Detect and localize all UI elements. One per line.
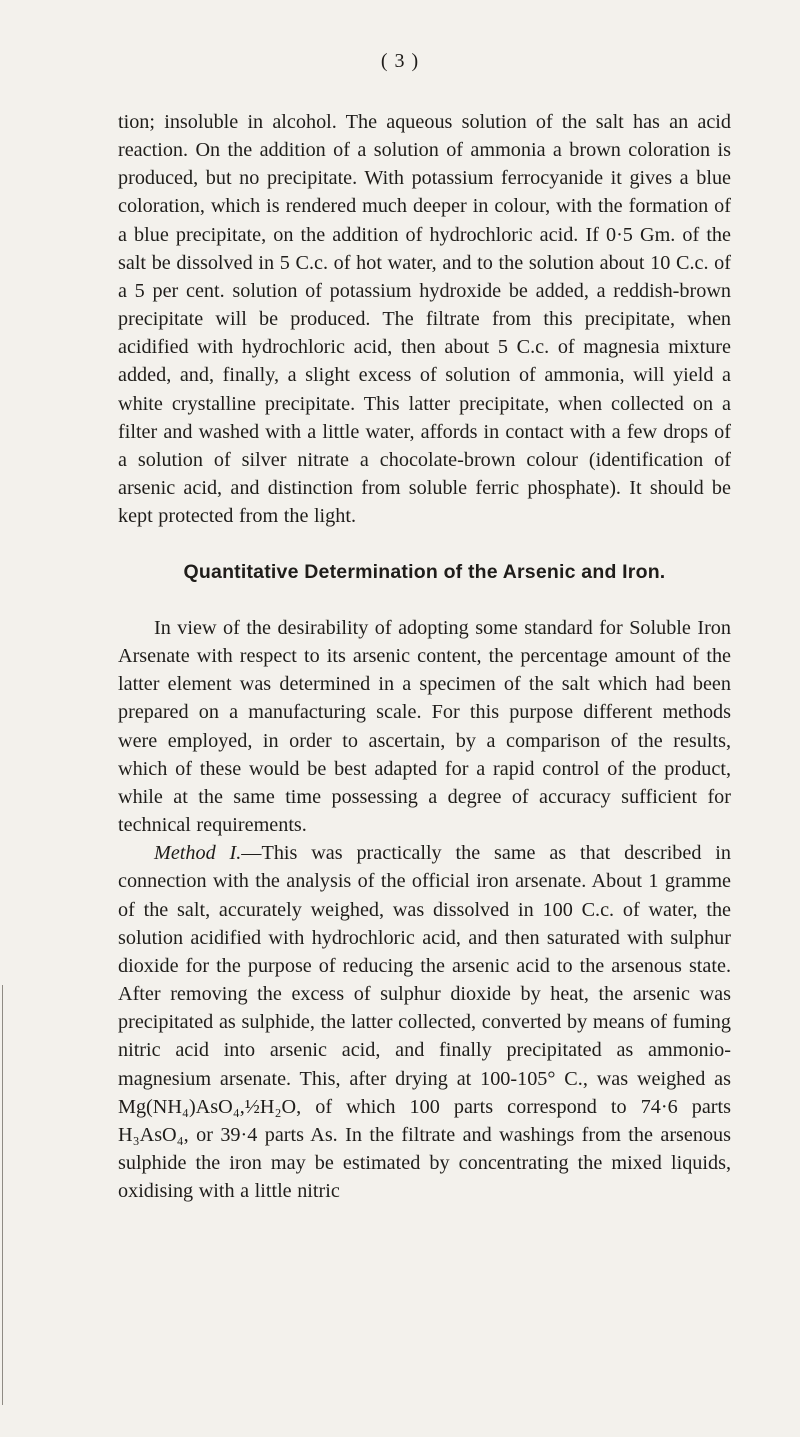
body-paragraph-identification: tion; insoluble in alcohol. The aqueous solution of the salt has an acid reaction. On the addition of a solution of ammonia a brown coloration is produced, but no precipitate. With potassium ferrocyanide it gives a blue coloration, which is rendered much deeper in colour, with the formation of a blue precipitate, on the addition of hydrochloric acid. If 0·5 Gm. of the salt be dissolved in 5 C.c. of hot water, and to the solution about 10 C.c. of a 5 per cent. solution of potassium hydroxide be added, a reddish-brown precipitate will be produced. The filtrate from this precipitate, when acidified with hydrochloric acid, then about 5 C.c. of magnesia mixture added, and, finally, a slight excess of solution of ammonia, will yield a white crystalline precipitate. This latter precipitate, when collected on a filter and washed with a little water, affords in contact with a few drops of a solution of silver nitrate a chocolate-brown colour (identification of arsenic acid, and distinction from soluble ferric phosphate). It should be kept protected from the light.: [118, 111, 731, 528]
section-body: [118, 614, 731, 1205]
formula-magnesium-ammonium-arsenate: Mg(NH₄)AsO₄,½H₂O: [118, 1095, 297, 1118]
formula-arsenic-acid: H₃AsO₄: [118, 1123, 184, 1146]
section-heading-quantitative-determination: Quantitative Determination of the Arsenic and Iron.: [183, 561, 666, 583]
paragraph-standard-adoption: In view of the desirability of adopting some standard for Soluble Iron Arsenate with respect to its arsenic content, the percentage amount of the latter element was determined in a specimen of the salt which had been prepared on a manufacturing scale. For this purpose different methods were employed, in order to ascertain, by a comparison of the results, which of these would be best adapted for a rapid control of the product, while at the same time possessing a degree of accuracy sufficient for technical requirements.: [118, 617, 731, 837]
method-text-part-2: , of which 100 parts correspond to 74·6 parts: [296, 1095, 731, 1118]
page-edge-line: [2, 985, 3, 1405]
method-label: Method I.: [154, 842, 242, 865]
method-text-part-1: —This was practically the same as that described in connection with the analysis of the official iron arsenate. About 1 gramme of the salt, accurately weighed, was dissolved in 100 C.c. of water, the solution acidified with hydrochloric acid, and then saturated with sulphur dioxide for the purpose of reducing the arsenic acid to the arsenous state. After removing the excess of sulphur dioxide by heat, the arsenic was precipitated as sulphide, the latter collected, converted by means of fuming nitric acid into arsenic acid, and finally precipitated as ammonio-magnesium arsenate. This, after drying at 100-105° C., was weighed as: [118, 842, 732, 1090]
paragraph-method-one: [118, 839, 731, 1205]
page-number: ( 3 ): [380, 50, 420, 72]
method-text-part-3: , or 39·4 parts As. In the filtrate and washings from the arsenous sulphide the iron may be estimated by concentrating the mixed liquids, oxidising with a little nitric: [118, 1123, 731, 1203]
